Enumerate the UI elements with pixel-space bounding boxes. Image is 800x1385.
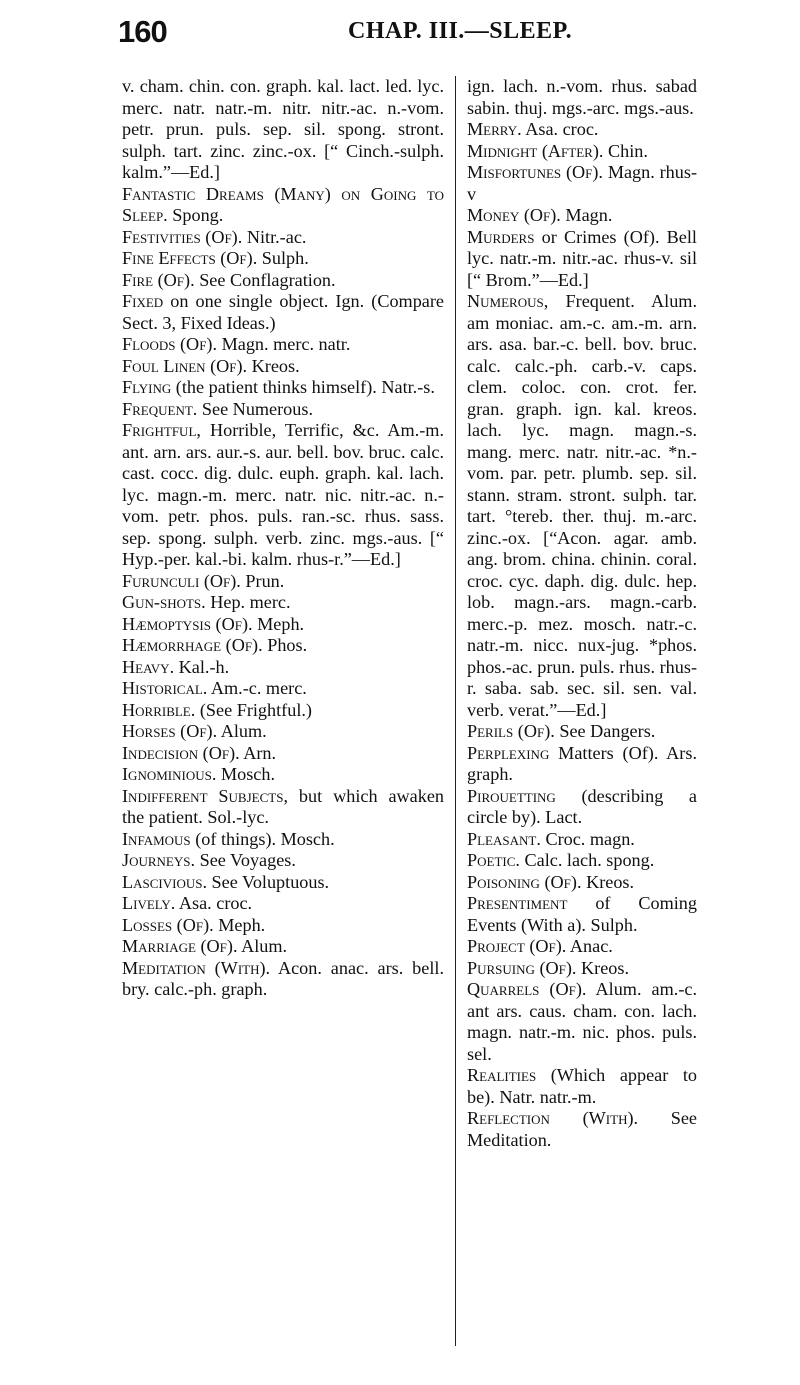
entry [467, 162, 697, 205]
entry [122, 700, 444, 722]
entry-text: Alum. [217, 721, 267, 741]
entry-headword: Flying [122, 377, 172, 397]
entry-headword: Heavy. [122, 656, 175, 677]
entry-headword: Frequent. [122, 398, 198, 419]
entry-headword: Fine Effects (Of). [122, 248, 258, 268]
entry-text: Hep. merc. [205, 592, 291, 612]
entry-text: (Which appear to be). Natr. natr.-m. [467, 1065, 697, 1107]
entry-headword: Murders [467, 226, 535, 247]
entry-text: Sulph. [257, 248, 309, 268]
entry-headword: Losses (Of). [122, 914, 214, 935]
entry-text: (of things). Mosch. [190, 828, 335, 849]
entry-headword: Meditation (With). [122, 957, 271, 978]
entry-text: but which awaken the patient. Sol.-lyc. [122, 785, 444, 827]
entry [122, 334, 444, 356]
entry-headword: Gun-shots. [122, 592, 206, 612]
entry-text: Spong. [167, 205, 224, 225]
entry-text: or Crimes (Of). Bell lyc. natr.-m. nitr.-ac. rhus-v. sil [“ Brom.”—Ed.] [467, 226, 697, 290]
entry [122, 248, 444, 270]
entry [467, 850, 697, 872]
entry [122, 958, 444, 1001]
entry [122, 356, 444, 378]
entry-headword: Historical. [122, 678, 208, 698]
entry-headword: Fantastic Dreams (Many) on Going to Sleep. [122, 183, 444, 225]
entry [467, 829, 697, 851]
entry [122, 743, 444, 765]
page-number: 160 [118, 14, 167, 49]
entry-headword: Money (Of). [467, 205, 561, 225]
entry [122, 184, 444, 227]
entry-headword: Merry. [467, 119, 522, 139]
entry [467, 1108, 697, 1151]
entry [122, 829, 444, 851]
entry [122, 721, 444, 743]
entry [467, 958, 697, 980]
entry-text: Kreos. [247, 355, 300, 376]
entry [122, 592, 444, 614]
entry-headword: Furunculi (Of). [122, 570, 241, 591]
entry-headword: Ignominious. [122, 764, 217, 784]
entry [467, 76, 697, 119]
entry-headword: Hæmoptysis (Of). [122, 613, 253, 634]
entry [122, 915, 444, 937]
entry-text: Acon. anac. ars. bell. bry. calc.-ph. graph. [122, 957, 444, 999]
entry-headword: Numerous, [467, 291, 549, 311]
entry [122, 635, 444, 657]
entry-text: Prun. [240, 570, 285, 591]
entry [467, 141, 697, 163]
entry-text: Alum. [237, 936, 288, 956]
entry [122, 571, 444, 593]
entry-text: Kreos. [576, 957, 630, 978]
entry-text: Am.-c. merc. [207, 678, 307, 698]
entry-headword: Marriage (Of). [122, 936, 238, 956]
entry-headword: Reflection (With). [467, 1108, 639, 1128]
entry-headword: Indifferent Subjects, [122, 785, 288, 806]
entry-text: Asa. croc. [521, 119, 599, 139]
entry-text: Chin. [603, 140, 648, 161]
entry-text: See Conflagration. [194, 269, 336, 290]
entry-text: Arn. [239, 742, 277, 763]
entry [122, 227, 444, 249]
entry-headword: Realities [467, 1065, 537, 1085]
entry-text: See Voyages. [195, 850, 296, 870]
entry-headword: Poetic. [467, 850, 520, 870]
entry-headword: Floods (Of). [122, 334, 218, 354]
entry-headword: Lascivious. [122, 871, 207, 892]
entry-headword: Poisoning (Of). [467, 871, 582, 892]
entry [122, 872, 444, 894]
entry [122, 893, 444, 915]
entry-headword: Indecision (Of). [122, 742, 240, 763]
entry-headword: Project (Of). [467, 936, 567, 956]
entry-text: Croc. magn. [540, 828, 635, 849]
entry [467, 119, 697, 141]
entry-text: ign. lach. n.-vom. rhus. sabad sabin. thuj. mgs.-arc. mgs.-aus. [467, 76, 697, 118]
entry-text: Magn. [560, 205, 613, 225]
entry-text: Alum. am.-c. ant ars. caus. cham. con. lach. magn. natr.-m. nic. phos. puls. sel. [467, 979, 697, 1064]
entry-text: (the patient thinks himself). Natr.-s. [171, 377, 435, 397]
entry-headword: Pirouetting [467, 785, 556, 806]
entry-headword: Infamous [122, 828, 191, 849]
entry [467, 786, 697, 829]
entry-headword: Misfortunes (Of). [467, 162, 603, 182]
entry-headword: Horses (Of). [122, 721, 218, 741]
entry [467, 205, 697, 227]
entry-text: (describing a circle by). Lact. [467, 785, 697, 827]
entry-text: Mosch. [216, 764, 275, 784]
entry-headword: Fixed [122, 291, 164, 311]
entry [122, 657, 444, 679]
entry-text: Kreos. [581, 871, 635, 892]
entry-text: Meph. [213, 914, 266, 935]
entry-headword: Midnight (After). [467, 140, 604, 161]
entry [122, 291, 444, 334]
entry-text: Horrible, Terrific, &c. Am.-m. ant. arn. ars. aur.-s. aur. bell. bov. bruc. calc. cast. cocc. dig. dulc. euph. graph. kal. lach. lyc. magn.-m. merc. natr. nic. nitr.-ac. n.-vom. petr. phos. puls. ran.-sc. rhus. sass. sep. spong. sulph. verb. zinc. mgs.-aus. [“ Hyp.-per. kal.-bi. kalm. rhus-r.”—Ed.] [122, 420, 444, 569]
entry-text: Meph. [252, 613, 305, 634]
entry [467, 936, 697, 958]
entry-text: of Coming Events (With a). Sulph. [467, 893, 697, 935]
entry-text: Phos. [262, 635, 308, 655]
entry-text: Anac. [566, 936, 613, 956]
entry-headword: Quarrels (Of). [467, 979, 587, 999]
entry [122, 270, 444, 292]
entry-headword: Foul Linen (Of). [122, 355, 248, 376]
left-column [122, 76, 444, 1001]
entry-headword: Journeys. [122, 850, 196, 870]
entry-text: Magn. rhus-v [467, 162, 697, 204]
entry-text: See Meditation. [467, 1108, 697, 1150]
entry-text: Nitr.-ac. [242, 226, 307, 247]
entry [122, 764, 444, 786]
entry [122, 936, 444, 958]
entry [467, 1065, 697, 1108]
entry [122, 420, 444, 571]
entry [467, 872, 697, 894]
entry-headword: Pursuing (Of). [467, 957, 577, 978]
entry [122, 399, 444, 421]
entry-text: v. cham. chin. con. graph. kal. lact. led. lyc. merc. natr. natr.-m. nitr. nitr.-ac. n.-vom. petr. prun. puls. sep. sil. spong. stront. sulph. tart. zinc. zinc.-ox. [“ Cinch.-sulph. kalm.”—Ed.] [122, 76, 444, 182]
entry-text: on one single object. Ign. (Compare Sect. 3, Fixed Ideas.) [122, 291, 444, 333]
entry-headword: Presentiment [467, 893, 568, 913]
entry [122, 850, 444, 872]
entry-headword: Festivities (Of). [122, 226, 243, 247]
column-divider [455, 76, 456, 1346]
entry [467, 291, 697, 721]
entry-text: See Numerous. [197, 398, 313, 419]
entry-text: Magn. merc. natr. [217, 334, 351, 354]
entry-text: Asa. croc. [175, 893, 253, 913]
entry [122, 614, 444, 636]
entry-text: See Dangers. [554, 721, 656, 741]
entry-text: Frequent. Alum. am moniac. am.-c. am.-m. arn. ars. asa. bar.-c. bell. bov. bruc. calc. calc.-ph. carb.-v. caps. clem. coloc. con. crot. fer. gran. graph. ign. kal. kreos. lach. lyc. magn. magn.-s. mang. merc. natr. nitr.-ac. *n.-vom. par. petr. plumb. sep. sil. stann. stram. stront. sulph. tar. tart. °tereb. ther. thuj. m.-arc. zinc.-ox. [“Acon. agar. amb. ang. brom. china. chinin. coral. croc. cyc. daph. dig. dulc. hep. lob. magn.-ars. magn.-carb. merc.-p. mez. mosch. natr.-c. natr.-m. nicc. nux-jug. *phos. phos.-ac. prun. puls. rhus. rhus-r. saba. sab. sec. sil. sen. val. verb. verat.”—Ed.] [467, 291, 697, 720]
entry-headword: Fire (Of). [122, 269, 195, 290]
entry [467, 227, 697, 292]
entry-headword: Perils (Of). [467, 721, 555, 741]
entry-text: (See Frightful.) [195, 699, 312, 720]
entry-text: Calc. lach. spong. [519, 850, 655, 870]
entry-headword: Pleasant. [467, 828, 541, 849]
entry [467, 893, 697, 936]
entry [122, 786, 444, 829]
entry-text: See Voluptuous. [207, 871, 330, 892]
entry [122, 76, 444, 184]
right-column [467, 76, 697, 1151]
entry [122, 377, 444, 399]
running-head: CHAP. III.—SLEEP. [348, 18, 573, 44]
entry [467, 721, 697, 743]
entry-headword: Lively. [122, 893, 176, 913]
entry-headword: Perplexing [467, 742, 550, 763]
entry-text: Kal.-h. [174, 656, 230, 677]
entry [467, 743, 697, 786]
entry-headword: Hæmorrhage (Of). [122, 635, 263, 655]
entry [467, 979, 697, 1065]
entry-headword: Horrible. [122, 699, 196, 720]
entry-text: Matters (Of). Ars. graph. [467, 742, 697, 784]
entry [122, 678, 444, 700]
entry-headword: Frightful, [122, 420, 201, 440]
